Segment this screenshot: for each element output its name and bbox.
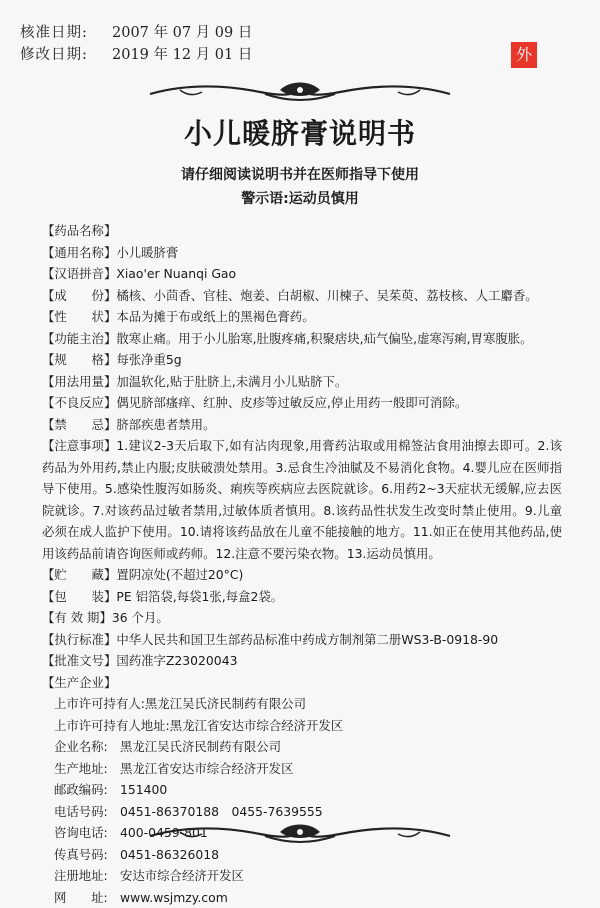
package-value: PE 铝箔袋,每袋1张,每盒2袋。	[116, 589, 283, 604]
validity-row	[42, 607, 562, 629]
adverse-row	[42, 392, 562, 414]
indications-row	[42, 328, 562, 350]
leaflet-content	[42, 220, 562, 908]
approval-number-value: 国药准字Z23020043	[116, 653, 237, 668]
dates-block	[20, 22, 252, 66]
external-use-badge: 外	[511, 42, 537, 68]
fax-label: 传真号码:	[54, 844, 120, 866]
usage-row	[42, 371, 562, 393]
properties-value: 本品为摊于布或纸上的黑褐色膏药。	[116, 309, 314, 324]
precautions-row	[42, 435, 562, 564]
validity-label: 【有 效 期】	[42, 607, 112, 629]
contra-row	[42, 414, 562, 436]
company-value: 黑龙江吴氏济民制药有限公司	[120, 739, 281, 754]
consult-value: 400-0459-801	[120, 825, 208, 840]
revision-date-label: 修改日期:	[20, 44, 112, 66]
registered-address-label: 注册地址:	[54, 865, 120, 887]
ingredients-label: 【成 份】	[42, 285, 116, 307]
indications-value: 散寒止痛。用于小儿胎寒,肚腹疼痛,积聚痞块,疝气偏坠,虚寒泻痢,胃寒腹胀。	[116, 331, 532, 346]
holder-address-label: 上市许可持有人地址:	[54, 718, 170, 733]
standard-label: 【执行标准】	[42, 629, 116, 651]
adverse-label: 【不良反应】	[42, 392, 116, 414]
production-address-label: 生产地址:	[54, 758, 120, 780]
phone-row	[54, 801, 562, 823]
precautions-value: 1.建议2-3天后取下,如有沾肉现象,用膏药沾取或用棉签沾食用油擦去即可。2.该药品为外用药,禁止内服;皮肤破溃处禁用。3.忌食生冷油腻及不易消化食物。4.婴儿应在医师指导下使用。5.感染性腹泻如肠炎、痢疾等疾病应去医院就诊。6.用药2~3天症状无缓解,应去医院就诊。7.对该药品过敏者禁用,过敏体质者慎用。8.该药品性状发生改变时禁止使用。9.儿童必须在成人监护下使用。10.请将该药品放在儿童不能接触的地方。11.如正在使用其他药品,使用该药品前请咨询医师或药师。12.注意不要污染衣物。13.运动员慎用。	[42, 438, 562, 561]
spec-label: 【规 格】	[42, 349, 116, 371]
website-label: 网 址:	[54, 887, 120, 908]
approval-number-row	[42, 650, 562, 672]
holder-address-row	[54, 715, 562, 737]
manufacturer-heading-row	[42, 672, 562, 694]
top-ornament	[0, 80, 600, 108]
manufacturer-block	[42, 693, 562, 908]
common-name-label: 【通用名称】	[42, 242, 116, 264]
website-row	[54, 887, 562, 908]
properties-label: 【性 状】	[42, 306, 116, 328]
warning-line: 警示语:运动员慎用	[0, 188, 600, 208]
company-label: 企业名称:	[54, 736, 120, 758]
revision-date-row	[20, 44, 252, 66]
contra-label: 【禁 忌】	[42, 414, 116, 436]
package-row	[42, 586, 562, 608]
storage-value: 置阴凉处(不超过20°C)	[116, 567, 243, 582]
holder-label: 上市许可持有人:	[54, 696, 145, 711]
adverse-value: 偶见脐部瘙痒、红肿、皮疹等过敏反应,停止用药一般即可消除。	[116, 395, 467, 410]
approval-date-row	[20, 22, 252, 44]
usage-value: 加温软化,贴于肚脐上,未满月小儿贴脐下。	[116, 374, 347, 389]
website-value: www.wsjmzy.com	[120, 890, 228, 905]
registered-address-value: 安达市综合经济开发区	[120, 868, 244, 883]
phone-value: 0451-86370188 0455-7639555	[120, 804, 323, 819]
precautions-label: 【注意事项】	[42, 435, 116, 457]
standard-value: 中华人民共和国卫生部药品标准中药成方制剂第二册WS3-B-0918-90	[116, 632, 498, 647]
manufacturer-label: 【生产企业】	[42, 672, 116, 694]
fax-value: 0451-86326018	[120, 847, 219, 862]
pinyin-value: Xiao'er Nuanqi Gao	[116, 266, 236, 281]
ingredients-value: 橘核、小茴香、官桂、炮姜、白胡椒、川楝子、吴茱萸、荔枝核、人工麝香。	[116, 288, 537, 303]
indications-label: 【功能主治】	[42, 328, 116, 350]
drug-name-row	[42, 220, 562, 242]
production-address-value: 黑龙江省安达市综合经济开发区	[120, 761, 293, 776]
usage-label: 【用法用量】	[42, 371, 116, 393]
spec-value: 每张净重5g	[116, 352, 181, 367]
spec-row	[42, 349, 562, 371]
approval-date-label: 核准日期:	[20, 22, 112, 44]
postcode-value: 151400	[120, 782, 167, 797]
common-name-row	[42, 242, 562, 264]
pinyin-row	[42, 263, 562, 285]
holder-row	[54, 693, 562, 715]
common-name-value: 小儿暖脐膏	[116, 245, 178, 260]
holder-address-value: 黑龙江省安达市综合经济开发区	[170, 718, 343, 733]
bottom-ornament	[0, 822, 600, 850]
postcode-label: 邮政编码:	[54, 779, 120, 801]
postcode-row	[54, 779, 562, 801]
production-address-row	[54, 758, 562, 780]
approval-date-value: 2007 年 07 月 09 日	[112, 25, 252, 41]
consult-label: 咨询电话:	[54, 822, 120, 844]
drug-name-label: 【药品名称】	[42, 220, 116, 242]
ingredients-row	[42, 285, 562, 307]
properties-row	[42, 306, 562, 328]
document-subtitle: 请仔细阅读说明书并在医师指导下使用	[0, 164, 600, 184]
validity-value: 36 个月。	[112, 610, 169, 625]
storage-row	[42, 564, 562, 586]
holder-value: 黑龙江吴氏济民制药有限公司	[145, 696, 306, 711]
standard-row	[42, 629, 562, 651]
package-label: 【包 装】	[42, 586, 116, 608]
document-title: 小儿暖脐膏说明书	[0, 112, 600, 152]
approval-number-label: 【批准文号】	[42, 650, 116, 672]
company-row	[54, 736, 562, 758]
registered-address-row	[54, 865, 562, 887]
storage-label: 【贮 藏】	[42, 564, 116, 586]
pinyin-label: 【汉语拼音】	[42, 263, 116, 285]
phone-label: 电话号码:	[54, 801, 120, 823]
contra-value: 脐部疾患者禁用。	[116, 417, 215, 432]
revision-date-value: 2019 年 12 月 01 日	[112, 47, 252, 63]
